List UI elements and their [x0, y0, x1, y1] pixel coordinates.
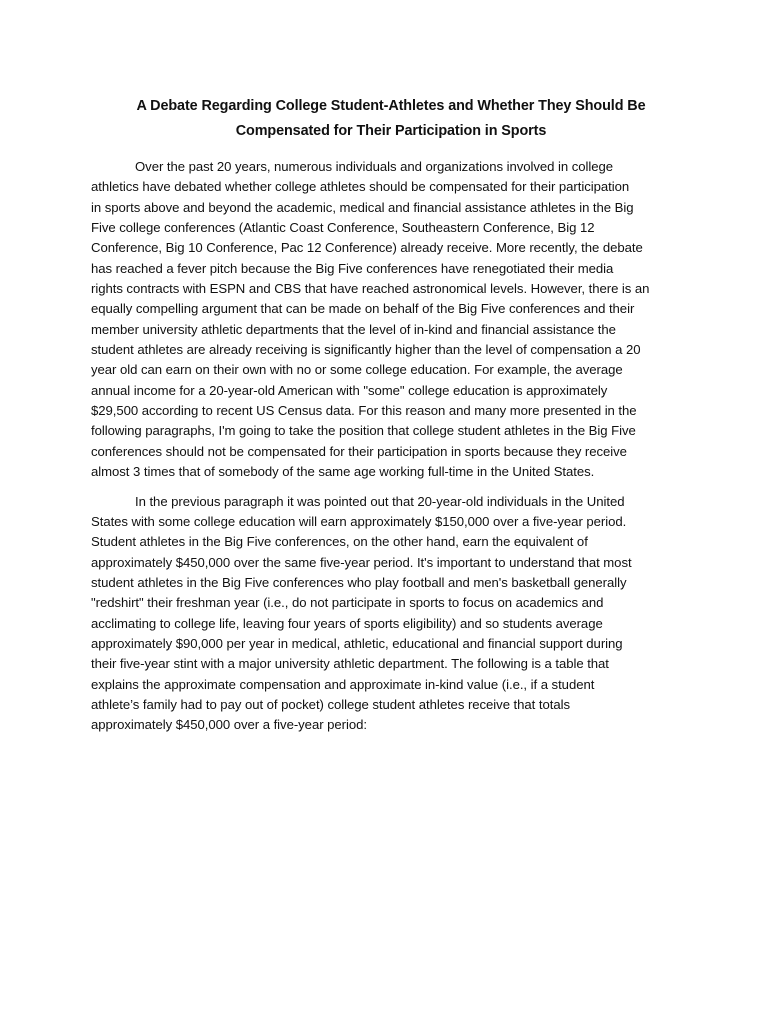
paragraph-line: States with some college education will earn approximately $150,000 over a five-year period. — [91, 513, 627, 529]
paragraph-line: member university athletic departments that the level of in-kind and financial assistance the — [91, 321, 616, 337]
paragraph-2 — [91, 492, 691, 736]
paragraph-line: Five college conferences (Atlantic Coast Conference, Southeastern Conference, Big 12 — [91, 220, 595, 236]
paragraph-line: following paragraphs, I'm going to take the position that college student athletes in the Big Five — [91, 423, 636, 439]
title-line: Compensated for Their Participation in Sports — [235, 123, 547, 139]
paragraph-line: athlete’s family had to pay out of pocket) college student athletes receive that totals — [91, 696, 570, 712]
paragraph-line: their five-year stint with a major university athletic department. The following is a table that — [91, 656, 609, 672]
paragraph-line: equally compelling argument that can be made on behalf of the Big Five conferences and their — [91, 301, 635, 317]
paragraph-line: Student athletes in the Big Five conferences, on the other hand, earn the equivalent of — [91, 534, 588, 550]
title-line: A Debate Regarding College Student-Athletes and Whether They Should Be — [136, 98, 646, 114]
paragraph-line: student athletes are already receiving is significantly higher than the level of compensation a 20 — [91, 342, 641, 358]
paragraph-line: student athletes in the Big Five conferences who play football and men's basketball generally — [91, 574, 627, 590]
paragraph-line: has reached a fever pitch because the Big Five conferences have renegotiated their media — [91, 260, 614, 276]
paragraph-line: In the previous paragraph it was pointed out that 20-year-old individuals in the United — [135, 493, 625, 509]
paragraph-line: Conference, Big 10 Conference, Pac 12 Conference) already receive. More recently, the debate — [91, 240, 643, 256]
paragraph-line: year old can earn on their own with no or some college education. For example, the average — [91, 362, 623, 378]
paragraph-line: in sports above and beyond the academic, medical and financial assistance athletes in the Big — [91, 199, 634, 215]
paragraph-1 — [91, 157, 691, 483]
paragraph-line: approximately $450,000 over a five-year period: — [91, 717, 367, 733]
paragraph-line: acclimating to college life, leaving four years of sports eligibility) and so students average — [91, 615, 603, 631]
paragraph-line: rights contracts with ESPN and CBS that have reached astronomical levels. However, there is an — [91, 281, 650, 297]
paragraph-line: approximately $450,000 over the same five-year period. It's important to understand that most — [91, 554, 632, 570]
document-content — [91, 94, 691, 745]
paragraph-line: "redshirt" their freshman year (i.e., do not participate in sports to focus on academics and — [91, 595, 604, 611]
paragraph-line: almost 3 times that of somebody of the same age working full-time in the United States. — [91, 464, 595, 480]
paragraph-line: explains the approximate compensation and approximate in-kind value (i.e., if a student — [91, 676, 595, 692]
paragraph-line: athletics have debated whether college athletes should be compensated for their participation — [91, 179, 630, 195]
paragraph-line: annual income for a 20-year-old American with "some" college education is approximately — [91, 382, 608, 398]
paragraph-line: approximately $90,000 per year in medical, athletic, educational and financial support during — [91, 635, 623, 651]
paragraph-line: $29,500 according to recent US Census data. For this reason and many more presented in the — [91, 403, 637, 419]
paragraph-line: Over the past 20 years, numerous individuals and organizations involved in college — [135, 159, 614, 174]
paragraph-line: conferences should not be compensated for their participation in sports because they receive — [91, 443, 627, 459]
document-title — [91, 94, 691, 144]
